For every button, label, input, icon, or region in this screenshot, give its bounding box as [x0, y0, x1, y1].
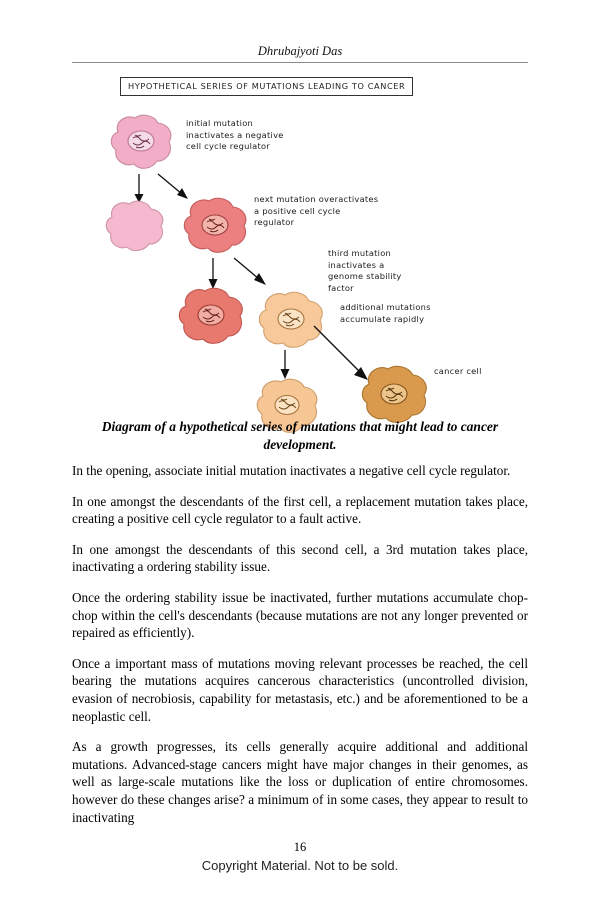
figure-title-box: HYPOTHETICAL SERIES OF MUTATIONS LEADING TO CANCER — [120, 77, 413, 96]
paragraph-5: Once a important mass of mutations moving relevant processes be reached, the cell bearing the mutations acquires cancerous characteristics (uncontrolled division, evasion of necrobiosis, capability for metastasis, etc.) and be aforementioned to be a neoplastic cell. — [72, 655, 528, 724]
header-divider — [72, 62, 528, 63]
annotation-cancer-cell: cancer cell — [434, 366, 482, 376]
cell-red-1 — [177, 195, 251, 257]
cell-left-pink — [100, 198, 168, 254]
annotation-third-mutation: third mutation inactivates a genome stability factor — [328, 248, 402, 293]
cell-top — [104, 112, 176, 172]
body-text — [72, 462, 528, 839]
figure-diagram — [72, 70, 528, 410]
figure-caption: Diagram of a hypothetical series of mutations that might lead to cancer development. — [101, 419, 499, 452]
running-header: Dhrubajyoti Das — [257, 44, 343, 58]
paragraph-1: In the opening, associate initial mutation inactivates a negative cell cycle regulator. — [72, 463, 511, 478]
paragraph-6: As a growth progresses, its cells generally acquire additional and additional mutations. Advanced-stage cancers might have major changes in their genomes, as well as large-scale mutations like the loss or duplication of entire chromosomes. however do these changes arise? a minimum of in some cases, they appear to result to inactivating — [72, 739, 528, 825]
paragraph-4: Once the ordering stability issue be inactivated, further mutations accumulate chop-chop within the cell's descendants (because mutations are not any longer prevented or repaired as efficiently). — [72, 589, 528, 641]
annotation-next-mutation: next mutation overactivates a positive cell cycle regulator — [254, 194, 379, 227]
copyright-notice: Copyright Material. Not to be sold. — [201, 858, 399, 873]
paragraph-3: In one amongst the descendants of this second cell, a 3rd mutation takes place, inactivating a ordering stability issue. — [72, 541, 528, 575]
annotation-additional-mutations: additional mutations accumulate rapidly — [340, 302, 431, 324]
cell-red-2 — [172, 284, 248, 348]
annotation-initial-mutation: initial mutation inactivates a negative cell cycle regulator — [186, 118, 284, 151]
paragraph-2: In one amongst the descendants of the first cell, a replacement mutation takes place, creating a positive cell cycle regulator to a fault active. — [72, 493, 528, 527]
page-number: 16 — [293, 840, 307, 854]
